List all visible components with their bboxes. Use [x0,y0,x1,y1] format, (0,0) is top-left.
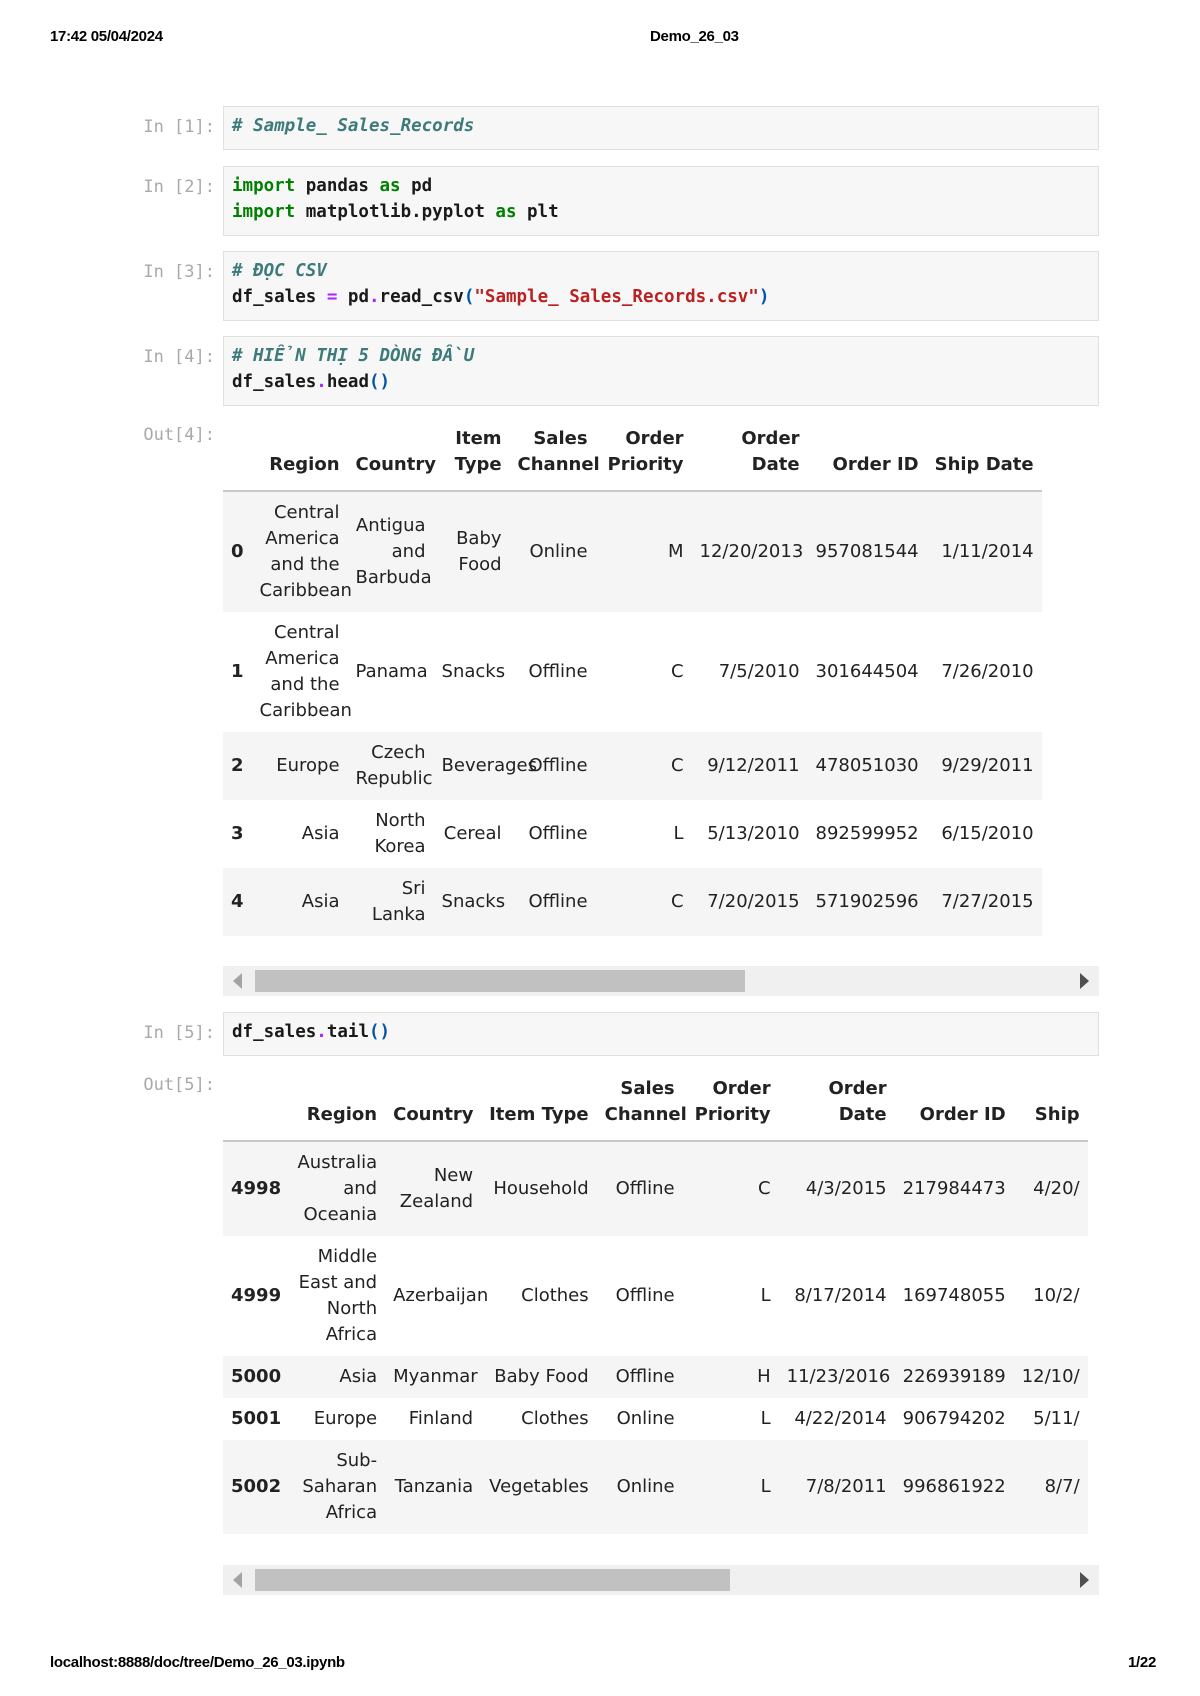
row-index: 1 [231,661,244,682]
function-name: read_csv [379,287,464,307]
table-cell: Offline [615,1285,675,1306]
table-cell: 996861922 [902,1476,1006,1497]
table-cell: Online [529,541,588,562]
column-header: Order Date [692,420,808,491]
scroll-right-arrow-icon[interactable] [1080,973,1089,989]
table-cell: 301644504 [815,661,919,682]
column-header: Order Date [779,1070,895,1141]
table-cell: Europe [276,755,340,776]
table-cell: Asia [301,823,340,844]
table-cell: C [670,891,684,912]
input-prompt-4: In [4]: [143,347,215,367]
row-index: 5002 [231,1476,282,1497]
table-cell: 226939189 [902,1366,1006,1387]
table-cell: 7/20/2015 [707,891,800,912]
table-cell: Offline [528,661,588,682]
index-header [223,1070,289,1141]
table-cell: 7/26/2010 [941,661,1034,682]
table-cell: Online [616,1476,675,1497]
column-header: Item Type [434,420,510,491]
row-index: 0 [231,541,244,562]
input-prompt-1: In [1]: [143,117,215,137]
keyword-as: as [495,202,517,222]
code-cell-2[interactable] [223,166,1099,236]
object-name: pd [347,287,369,307]
table-cell: 4/22/2014 [794,1408,887,1429]
call-parens: () [369,372,391,392]
row-index: 3 [231,823,244,844]
table-cell: 10/2/ [1033,1285,1080,1306]
dot-operator: . [368,287,380,307]
module-alias: plt [516,202,559,222]
column-header: Region [252,420,348,491]
table-row [223,1356,1088,1398]
page-number: 1/22 [1128,1654,1156,1671]
table-cell: 8/7/ [1044,1476,1080,1497]
table-cell: Asia [339,1366,378,1387]
variable-name: df_sales [232,1022,317,1042]
table-cell: Antigua and Barbuda [355,515,432,588]
code-cell-5[interactable] [223,1012,1099,1056]
table-cell: Finland [408,1408,474,1429]
table-cell: H [757,1366,771,1387]
table-cell: Online [616,1408,675,1429]
table-cell: L [760,1408,771,1429]
page-url: localhost:8888/doc/tree/Demo_26_03.ipynb [50,1654,345,1671]
table-cell: Tanzania [394,1476,474,1497]
table-cell: Household [493,1178,589,1199]
column-header: Order ID [895,1070,1014,1141]
variable-name: df_sales [232,287,317,307]
table-cell: Offline [615,1366,675,1387]
table-cell: Asia [301,891,340,912]
table-cell: New Zealand [399,1165,474,1212]
string-literal: "Sample_ Sales_Records.csv" [474,287,759,307]
table-header-row [223,1070,1088,1141]
call-parens: () [369,1022,391,1042]
head-dataframe-output[interactable] [223,420,1099,960]
output-prompt-4: Out[4]: [143,425,215,445]
table-cell: 1/11/2014 [941,541,1034,562]
code-cell-4[interactable] [223,336,1099,406]
output-prompt-5: Out[5]: [143,1075,215,1095]
module-name: matplotlib.pyplot [295,202,496,222]
table-cell: 12/10/ [1021,1366,1080,1387]
scroll-thumb[interactable] [255,1569,730,1591]
table-cell: M [668,541,684,562]
table-row [223,1398,1088,1440]
column-header: Order Priority [683,1070,779,1141]
table-cell: 12/20/2013 [699,541,804,562]
table-row [223,1440,1088,1534]
table-row [223,732,1042,800]
table-cell: Clothes [521,1408,589,1429]
table-cell: 6/15/2010 [941,823,1034,844]
scroll-right-arrow-icon[interactable] [1080,1572,1089,1588]
column-header: Item Type [481,1070,597,1141]
table-cell: Baby Food [494,1366,589,1387]
notebook-title: Demo_26_03 [650,28,739,45]
table-cell: Czech Republic [355,742,433,789]
row-index: 4998 [231,1178,282,1199]
table-row [223,612,1042,732]
table-cell: 217984473 [902,1178,1006,1199]
code-cell-3[interactable] [223,251,1099,321]
table-cell: 957081544 [815,541,919,562]
table-cell: Clothes [521,1285,589,1306]
print-timestamp: 17:42 05/04/2024 [50,28,163,45]
scroll-left-arrow-icon[interactable] [233,973,242,989]
table-cell: Myanmar [393,1366,478,1387]
table-row [223,1141,1088,1236]
function-name: head [326,372,369,392]
column-header: Region [289,1070,385,1141]
paren-open: ( [463,287,475,307]
input-prompt-3: In [3]: [143,262,215,282]
table-cell: Panama [355,661,428,682]
table-cell: C [670,661,684,682]
code-comment: # HIỂN THỊ 5 DÒNG ĐẦU [232,346,475,366]
table-cell: Sri Lanka [371,878,426,925]
table-cell: Cereal [443,823,502,844]
horizontal-scrollbar[interactable] [223,1565,1099,1595]
table-cell: Middle East and North Africa [298,1246,378,1345]
table-cell: 7/27/2015 [941,891,1034,912]
table-cell: 9/29/2011 [941,755,1034,776]
table-cell: Offline [615,1178,675,1199]
horizontal-scrollbar[interactable] [223,966,1099,996]
table-cell: 4/20/ [1033,1178,1080,1199]
column-header: Country [348,420,434,491]
table-row [223,1236,1088,1356]
table-cell: 478051030 [815,755,919,776]
table-row [223,868,1042,936]
dot-operator: . [316,1022,327,1042]
keyword-import: import [232,176,296,196]
scroll-thumb[interactable] [255,970,745,992]
index-header [223,420,252,491]
row-index: 4999 [231,1285,282,1306]
column-header: Country [385,1070,481,1141]
table-cell: Snacks [441,661,506,682]
table-header-row [223,420,1042,491]
table-cell: L [673,823,684,844]
table-cell: 169748055 [902,1285,1006,1306]
table-cell: 7/8/2011 [805,1476,887,1497]
code-comment: # ĐỌC CSV [232,261,327,281]
table-cell: 571902596 [815,891,919,912]
table-cell: Central America and the Caribbean [259,622,352,721]
table-cell: C [758,1178,771,1199]
table-cell: L [760,1476,771,1497]
row-index: 2 [231,755,244,776]
table-cell: Offline [528,823,588,844]
table-cell: Vegetables [489,1476,589,1497]
table-cell: L [760,1285,771,1306]
table-cell: 9/12/2011 [707,755,800,776]
input-prompt-2: In [2]: [143,177,215,197]
function-name: tail [326,1022,369,1042]
table-cell: 5/13/2010 [707,823,800,844]
table-cell: Offline [528,891,588,912]
dataframe-table [223,420,1042,936]
table-cell: 906794202 [902,1408,1006,1429]
table-cell: Azerbaijan [393,1285,489,1306]
assign-operator: = [316,287,348,307]
table-cell: 892599952 [815,823,919,844]
table-cell: Central America and the Caribbean [259,502,352,601]
table-cell: Sub-Saharan Africa [302,1450,378,1523]
table-row [223,800,1042,868]
table-cell: 11/23/2016 [786,1366,891,1387]
table-cell: Europe [313,1408,378,1429]
code-cell-1[interactable] [223,106,1099,150]
column-header: Order ID [808,420,927,491]
table-cell: Beverages [441,755,537,776]
table-cell: Offline [528,755,588,776]
table-cell: Baby Food [456,528,502,575]
table-cell: 7/5/2010 [718,661,800,682]
column-header: Sales Channel [510,420,596,491]
input-prompt-5: In [5]: [143,1023,215,1043]
module-alias: pd [400,176,433,196]
row-index: 5000 [231,1366,282,1387]
column-header: Ship [1014,1070,1088,1141]
paren-close: ) [758,287,770,307]
row-index: 5001 [231,1408,282,1429]
dot-operator: . [316,372,327,392]
table-cell: 4/3/2015 [805,1178,887,1199]
table-cell: Australia and Oceania [297,1152,378,1225]
tail-dataframe-output[interactable] [223,1070,1099,1560]
table-cell: Snacks [441,891,506,912]
table-row [223,491,1042,612]
table-cell: 8/17/2014 [794,1285,887,1306]
module-name: pandas [295,176,380,196]
column-header: Ship Date [927,420,1042,491]
column-header: Order Priority [596,420,692,491]
keyword-as: as [379,176,401,196]
variable-name: df_sales [232,372,317,392]
column-header: Sales Channel [597,1070,683,1141]
table-cell: North Korea [374,810,426,857]
keyword-import: import [232,202,296,222]
dataframe-table [223,1070,1088,1534]
code-comment: # Sample_ Sales_Records [232,116,475,136]
scroll-left-arrow-icon[interactable] [233,1572,242,1588]
row-index: 4 [231,891,244,912]
table-cell: C [670,755,684,776]
table-cell: 5/11/ [1033,1408,1080,1429]
